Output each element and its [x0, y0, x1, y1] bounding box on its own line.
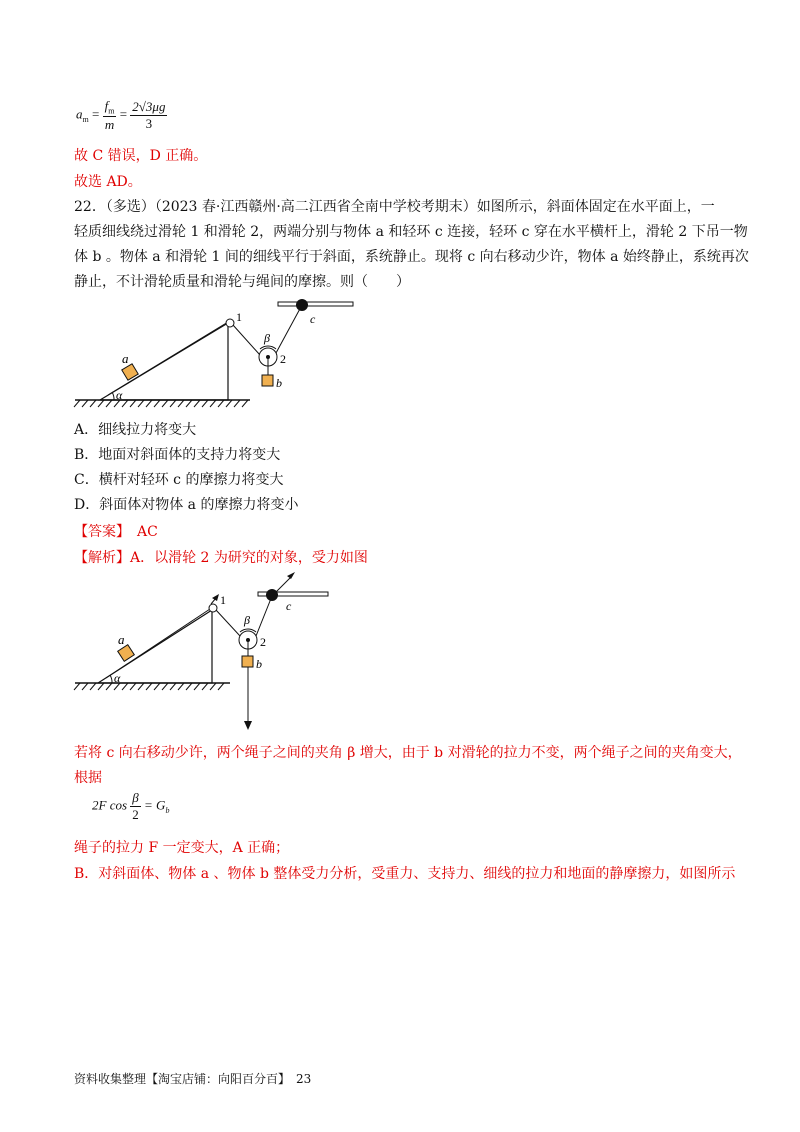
option-b: B．地面对斜面体的支持力将变大 [74, 447, 281, 463]
explain-line-2: 根据 [74, 770, 102, 786]
label-alpha: α [116, 388, 123, 402]
formula2-num: β [130, 790, 141, 807]
formula2-left: 2F cos [92, 797, 128, 813]
formula-den: m [104, 116, 115, 132]
analysis-a: 【解析】A．以滑轮 2 为研究的对象，受力如图 [74, 550, 368, 566]
label-beta-2: β [244, 613, 250, 627]
explain-line-1: 若将 c 向右移动少许，两个绳子之间的夹角 β 增大，由于 b 对滑轮的拉力不变，两个绳子之间的夹角变大， [74, 745, 742, 761]
formula-lhs-sub: m [82, 114, 89, 124]
label-b-2: b [256, 657, 262, 671]
label-a: a [122, 351, 129, 366]
conclusion-c-d: 故 C 错误，D 正确。 [74, 148, 208, 164]
block-b-2 [242, 656, 253, 667]
question-line-4: 静止，不计滑轮质量和滑轮与绳间的摩擦。则（ ） [74, 274, 410, 290]
horizontal-bar [278, 302, 353, 306]
label-c-2: c [286, 599, 292, 613]
formula-tension [92, 790, 169, 823]
formula2-right-sub: b [165, 806, 170, 816]
label-pulley-2-2: 2 [260, 635, 266, 649]
ring-c-2 [266, 589, 278, 601]
label-c: c [310, 312, 316, 326]
figure-force-diagram [70, 568, 370, 733]
formula-rhs-num: 2√3μg [132, 98, 166, 114]
conclusion-choose: 故选 AD。 [74, 174, 142, 190]
pulley-1-2 [209, 604, 217, 612]
pulley-1 [226, 319, 234, 327]
option-a: A．细线拉力将变大 [74, 422, 197, 438]
option-d: D．斜面体对物体 a 的摩擦力将变小 [74, 497, 299, 513]
formula2-right: = G [144, 797, 166, 813]
label-pulley-2: 2 [280, 352, 286, 366]
formula-lhs: a [76, 106, 83, 122]
option-c: C．横杆对轻环 c 的摩擦力将变大 [74, 472, 284, 488]
formula2-fraction [130, 790, 141, 823]
block-a-2 [118, 645, 135, 662]
formula-num-sub: m [108, 106, 115, 116]
figure-question-diagram [70, 295, 370, 415]
label-a-2: a [118, 632, 125, 647]
label-pulley-1-2: 1 [220, 593, 226, 607]
conclusion-a: 绳子的拉力 F 一定变大，A 正确； [74, 840, 290, 856]
label-pulley-1: 1 [236, 310, 242, 324]
label-alpha-2: α [114, 671, 121, 685]
label-b: b [276, 376, 282, 390]
formula-num: f [104, 98, 109, 113]
question-line-2: 轻质细线绕过滑轮 1 和滑轮 2，两端分别与物体 a 和轻环 c 连接，轻环 c 穿在水平横杆上，滑轮 2 下吊一物 [74, 224, 748, 240]
page-footer: 资料收集整理【淘宝店铺：向阳百分百】 23 [74, 1072, 312, 1086]
label-beta: β [264, 331, 270, 345]
formula-fraction-2 [130, 99, 167, 132]
analysis-b: B．对斜面体、物体 a 、物体 b 整体受力分析，受重力、支持力、细线的拉力和地面的静摩擦力，如图所示 [74, 866, 736, 882]
block-b [262, 375, 273, 386]
formula-acceleration: $a_m$ = $\frac{f_m}{m}$ = $\frac{2√3\mu g}{3}$ [76, 98, 166, 132]
formula-fraction-1 [103, 98, 117, 133]
formula2-den: 2 [132, 807, 139, 822]
question-line-1: 22．（多选）（2023 春·江西赣州·高二江西省全南中学校考期末）如图所示，斜面体固定在水平面上，一 [74, 199, 715, 215]
question-line-3: 体 b 。物体 a 和滑轮 1 间的细线平行于斜面，系统静止。现将 c 向右移动少许，物体 a 始终静止，系统再次 [74, 249, 749, 265]
formula-rhs-den: 3 [145, 115, 153, 131]
answer: 【答案】 AC [74, 524, 158, 540]
ring-c [296, 299, 308, 311]
